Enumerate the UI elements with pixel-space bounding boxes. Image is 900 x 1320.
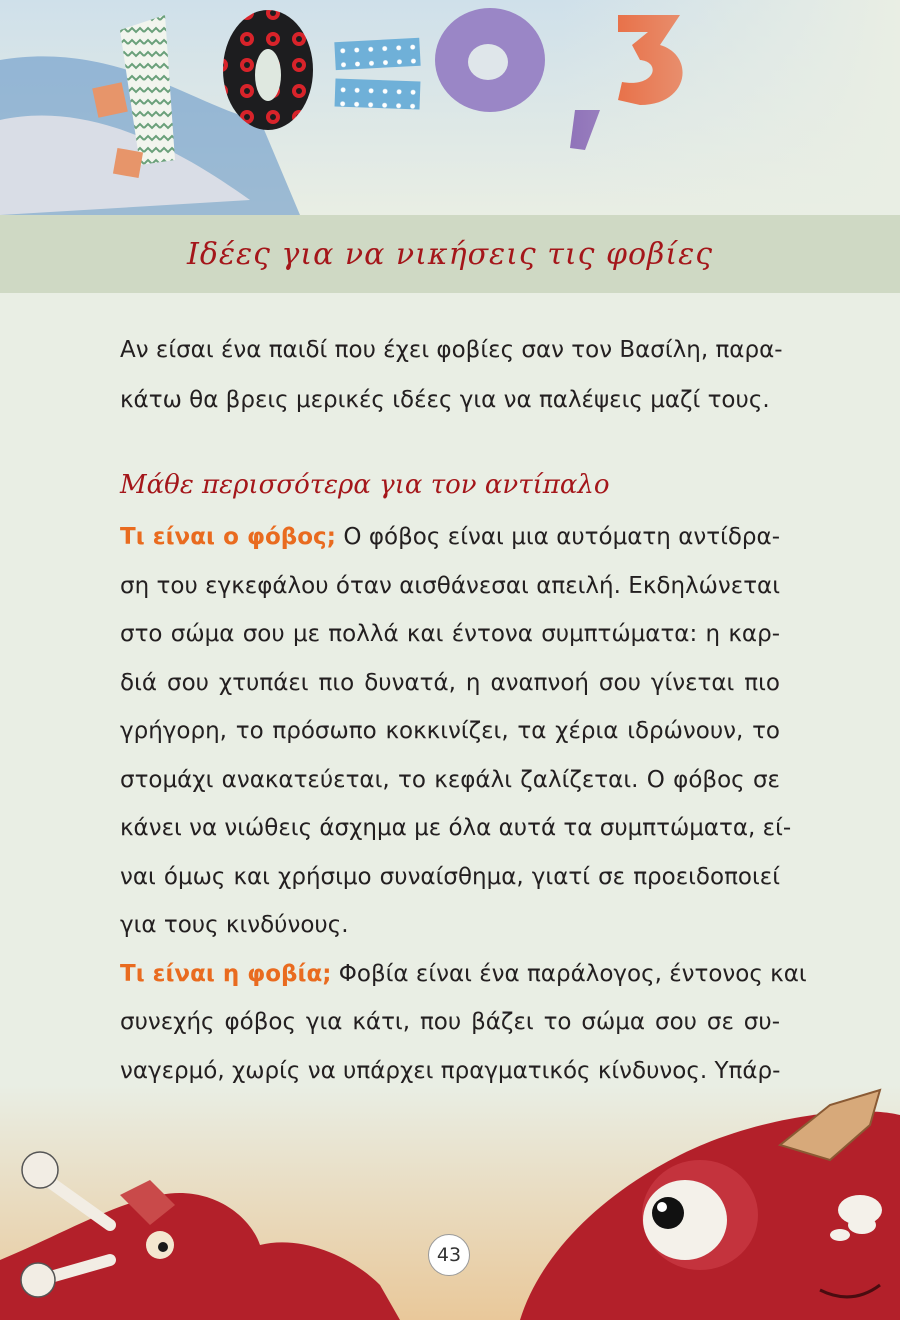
- body-line: ναι όμως και χρήσιμο συναίσθημα, γιατί σε προειδοποιεί: [120, 863, 780, 890]
- body-line: ναγερμό, χωρίς να υπάρχει πραγματικός κίνδυνος. Υπάρ-: [120, 1057, 781, 1084]
- title-band: [0, 215, 900, 293]
- page-number: 43: [428, 1234, 470, 1276]
- page-title: Ιδέες για να νικήσεις τις φοβίες: [186, 236, 714, 272]
- intro-paragraph: [120, 325, 783, 425]
- body-line: Τι είναι ο φόβος; Ο φόβος είναι μια αυτόματη αντίδρα-: [120, 524, 780, 550]
- body-line: Τι είναι η φοβία; Φοβία είναι ένα παράλογος, έντονος και: [120, 960, 807, 987]
- body-line: γρήγορη, το πρόσωπο κοκκινίζει, τα χέρια ιδρώνουν, το: [120, 718, 780, 744]
- body-line: στο σώμα σου με πολλά και έντονα συμπτώματα: η καρ-: [120, 621, 780, 647]
- body-paragraph: [120, 513, 807, 1095]
- header-illustration: [0, 0, 900, 215]
- question-label: Τι είναι η φοβία;: [120, 960, 332, 987]
- body-line: ση του εγκεφάλου όταν αισθάνεσαι απειλή. Εκδηλώνεται: [120, 572, 780, 599]
- intro-line: Αν είσαι ένα παιδί που έχει φοβίες σαν τον Βασίλη, παρα-: [120, 337, 783, 363]
- section-subheading: Μάθε περισσότερα για τον αντίπαλο: [120, 470, 610, 500]
- footer-illustration: [0, 1085, 900, 1320]
- question-label: Τι είναι ο φόβος;: [120, 524, 336, 550]
- body-line: διά σου χτυπάει πιο δυνατά, η αναπνοή σου γίνεται πιο: [120, 669, 780, 696]
- intro-line: κάτω θα βρεις μερικές ιδέες για να παλέψεις μαζί τους.: [120, 387, 770, 413]
- body-line: για τους κινδύνους.: [120, 912, 349, 938]
- body-line: κάνει να νιώθεις άσχημα με όλα αυτά τα συμπτώματα, εί-: [120, 815, 792, 841]
- body-line: στομάχι ανακατεύεται, το κεφάλι ζαλίζεται. Ο φόβος σε: [120, 766, 780, 793]
- body-line: συνεχής φόβος για κάτι, που βάζει το σώμα σου σε συ-: [120, 1009, 780, 1035]
